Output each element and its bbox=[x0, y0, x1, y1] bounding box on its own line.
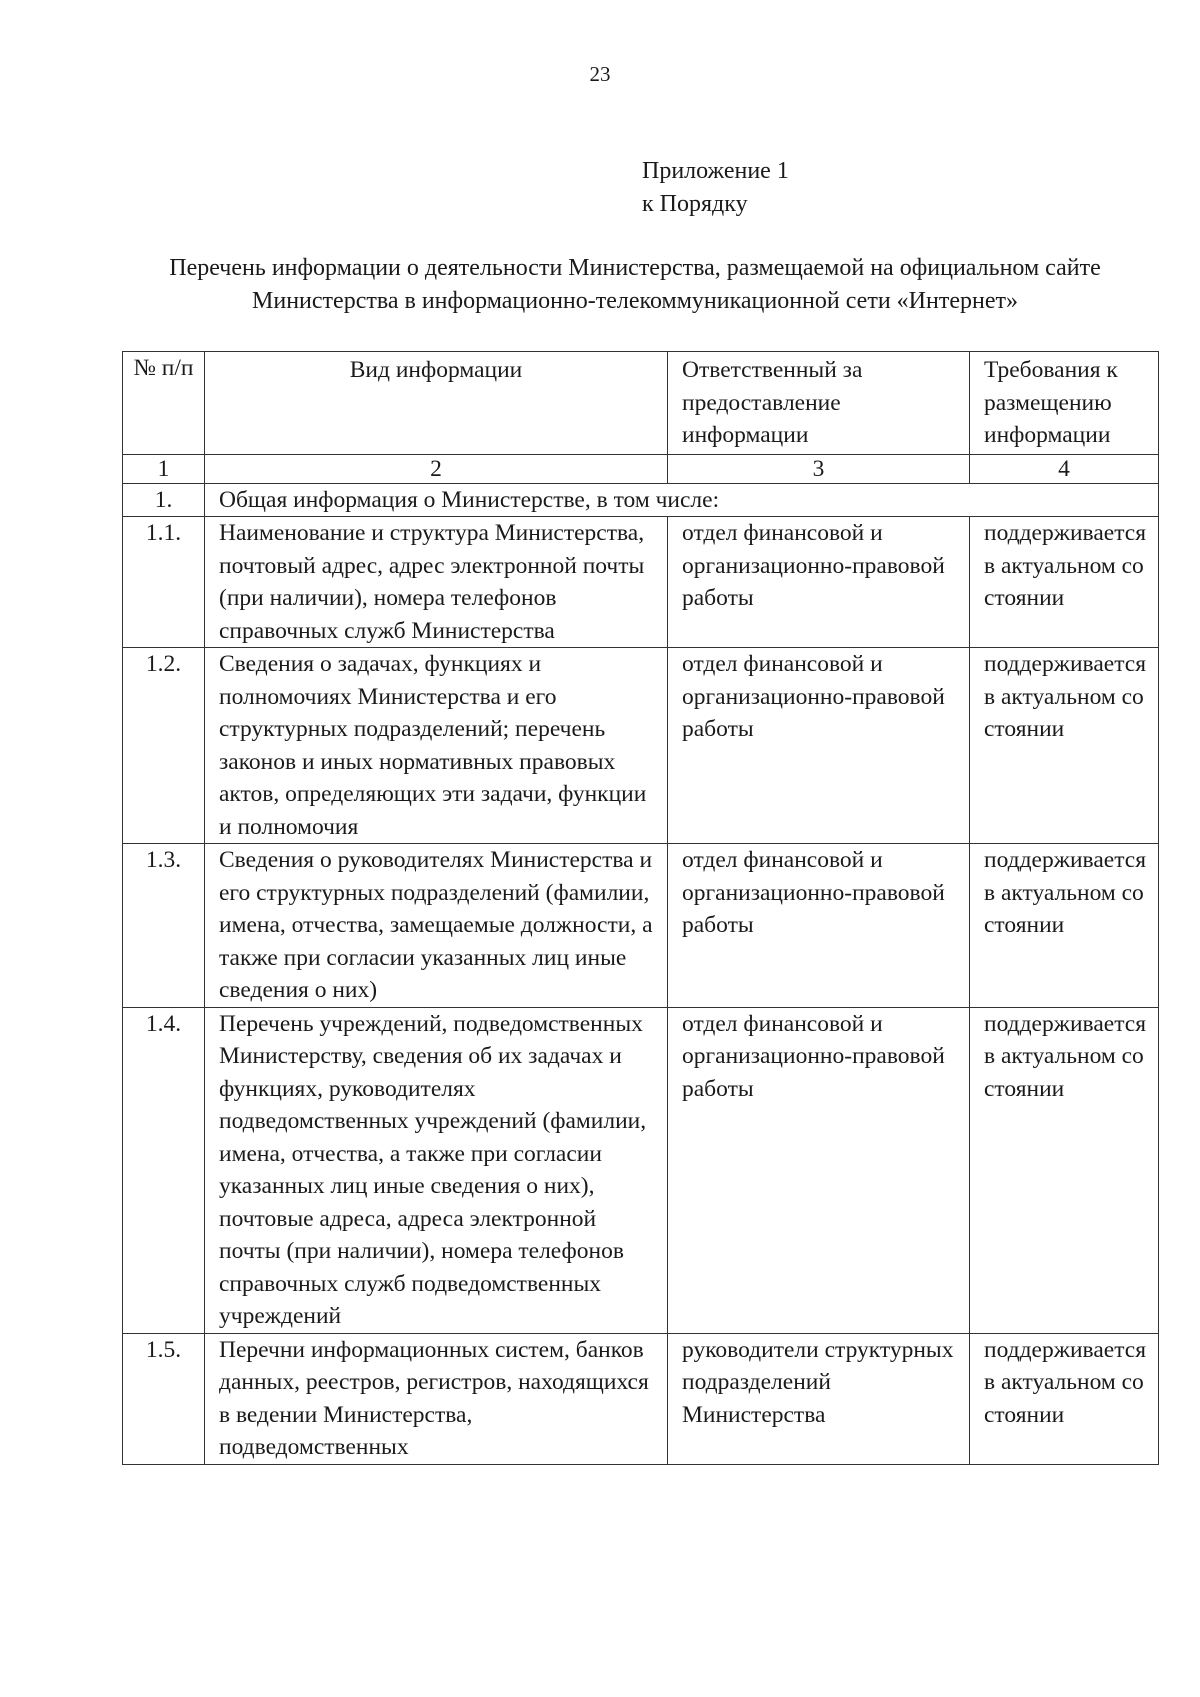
row-requirement: поддерживается в актуальном состоянии bbox=[970, 1007, 1159, 1333]
column-index: 2 bbox=[205, 454, 668, 483]
column-index-row bbox=[123, 454, 1159, 483]
table-row bbox=[123, 1333, 1159, 1464]
row-number: 1.5. bbox=[123, 1333, 205, 1464]
row-info-type: Сведения о руководителях Министерства и его структурных подразделений (фамилии, имена, отчества, замещаемые должности, а также при согласии указанных лиц иные сведения о них) bbox=[205, 844, 668, 1008]
row-number: 1.3. bbox=[123, 844, 205, 1008]
document-title: Перечень информации о деятельности Министерства, размещаемой на официальном сайте Министерства в информационно-телекоммуникационной сети «Интернет» bbox=[169, 255, 1101, 314]
table-row bbox=[123, 1007, 1159, 1333]
row-info-type: Перечни информационных систем, банков данных, реестров, регистров, находящихся в ведении Министерства, подведомственных bbox=[205, 1333, 668, 1464]
row-responsible: отдел финансовой и организационно-правовой работы bbox=[668, 517, 970, 648]
column-index: 4 bbox=[970, 454, 1159, 483]
header-requirements: Требования к размещению информации bbox=[970, 352, 1159, 455]
header-number: № п/п bbox=[123, 352, 205, 455]
appendix-line-2: к Порядку bbox=[642, 191, 748, 217]
row-info-type: Сведения о задачах, функциях и полномочиях Министерства и его структурных подразделений; перечень законов и иных нормативных правовых актов, определяющих эти задачи, функции и полномочия bbox=[205, 648, 668, 844]
row-requirement: поддерживается в актуальном состоянии bbox=[970, 517, 1159, 648]
row-responsible: отдел финансовой и организационно-правовой работы bbox=[668, 1007, 970, 1333]
row-responsible: отдел финансовой и организационно-правовой работы bbox=[668, 648, 970, 844]
header-responsible: Ответственный за предоставление информации bbox=[668, 352, 970, 455]
section-row bbox=[123, 483, 1159, 517]
information-table bbox=[122, 351, 1159, 1465]
row-number: 1.4. bbox=[123, 1007, 205, 1333]
column-index: 1 bbox=[123, 454, 205, 483]
header-info-type: Вид информации bbox=[205, 352, 668, 455]
section-title: Общая информация о Министерстве, в том числе: bbox=[205, 483, 1159, 517]
column-index: 3 bbox=[668, 454, 970, 483]
row-requirement: поддерживается в актуальном состоянии bbox=[970, 648, 1159, 844]
row-requirement: поддерживается в актуальном состоянии bbox=[970, 844, 1159, 1008]
table-row bbox=[123, 517, 1159, 648]
row-info-type: Наименование и структура Министерства, почтовый адрес, адрес электронной почты (при наличии), номера телефонов справочных служб Министерства bbox=[205, 517, 668, 648]
row-number: 1.2. bbox=[123, 648, 205, 844]
row-responsible: руководители структурных подразделений Министерства bbox=[668, 1333, 970, 1464]
appendix-label bbox=[642, 155, 789, 221]
row-requirement: поддерживается в актуальном состоянии bbox=[970, 1333, 1159, 1464]
row-info-type: Перечень учреждений, подведомственных Министерству, сведения об их задачах и функциях, руководителях подведомственных учреждений (фамилии, имена, отчества, а также при согласии указанных лиц иные сведения о них), почтовые адреса, адреса электронной почты (при наличии), номера телефонов справочных служб подведомственных учреждений bbox=[205, 1007, 668, 1333]
section-number: 1. bbox=[123, 483, 205, 517]
row-number: 1.1. bbox=[123, 517, 205, 648]
table-row bbox=[123, 648, 1159, 844]
table-row bbox=[123, 844, 1159, 1008]
appendix-line-1: Приложение 1 bbox=[642, 158, 789, 184]
page-number: 23 bbox=[589, 62, 611, 86]
table-header-row bbox=[123, 352, 1159, 455]
row-responsible: отдел финансовой и организационно-правовой работы bbox=[668, 844, 970, 1008]
